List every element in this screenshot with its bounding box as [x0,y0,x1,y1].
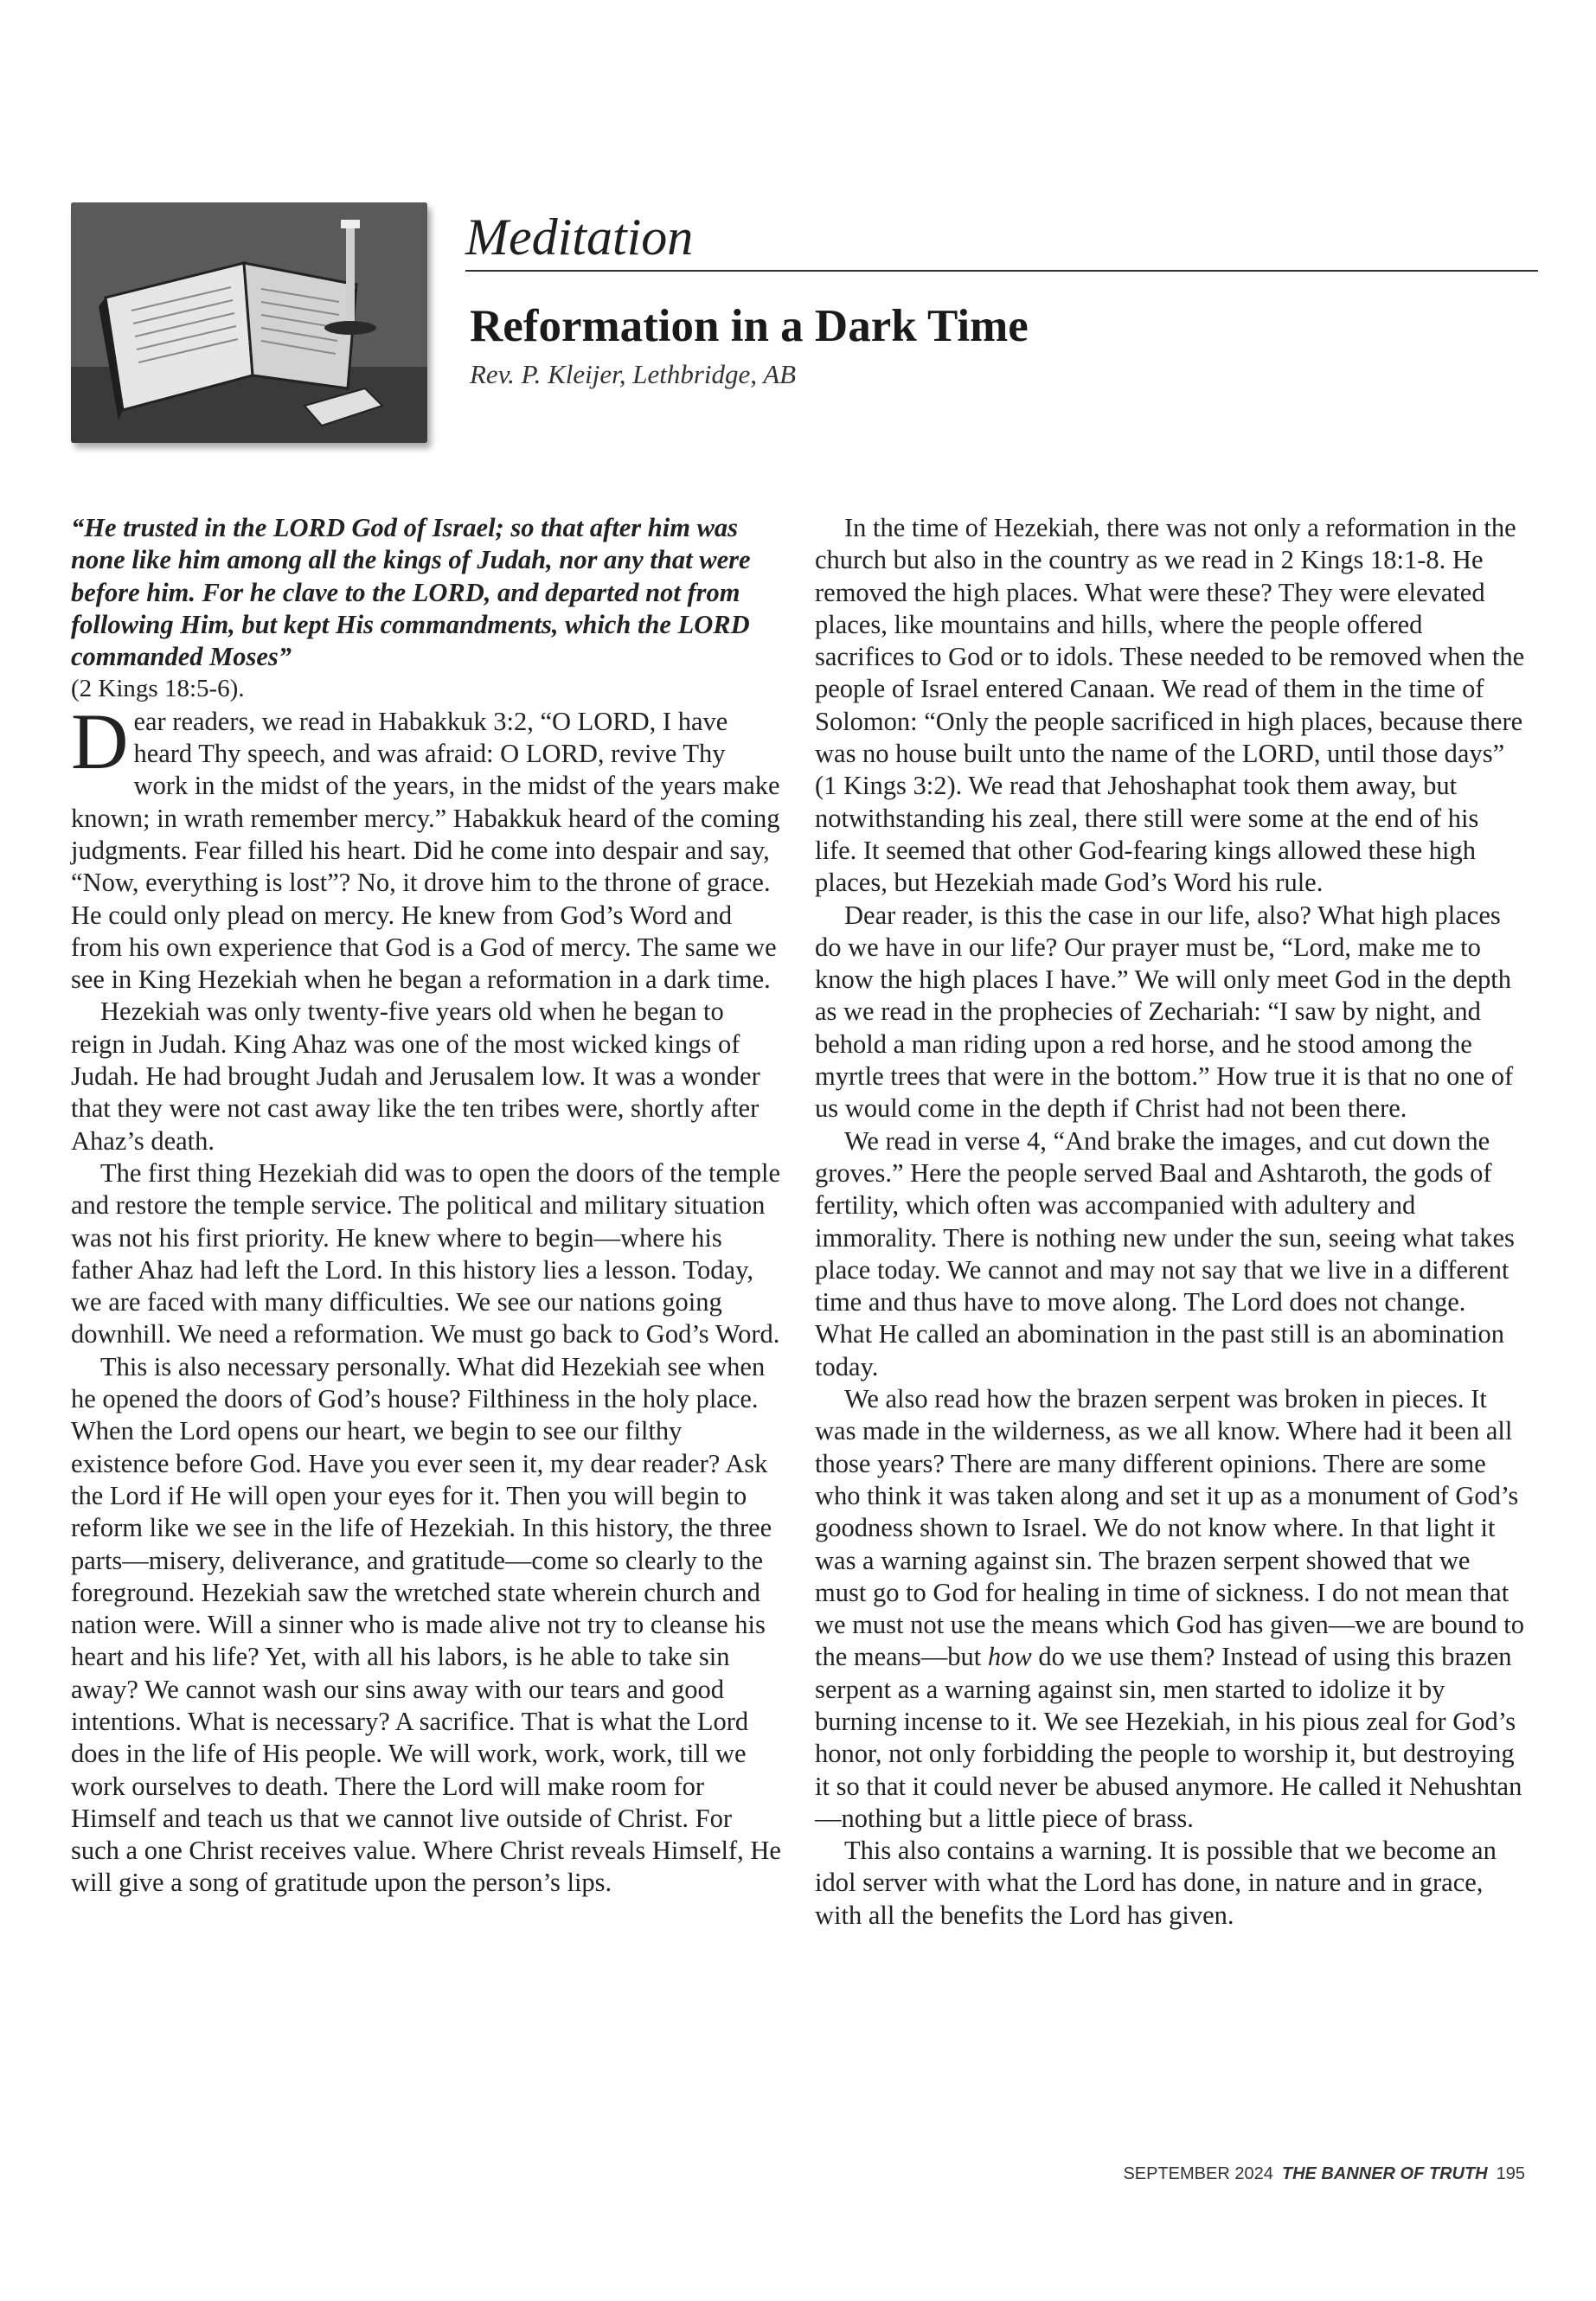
page-number: 195 [1496,2164,1525,2183]
body-paragraph: Hezekiah was only twenty-five years old when he began to reign in Judah. King Ahaz was one of the most wicked kings of Judah. He had brought Judah and Jerusalem low. It was a wonder that they were not cast away like the ten tribes were, shortly after Ahaz’s death. [71,997,760,1156]
paragraph-text: We also read how the brazen serpent was broken in pieces. It was made in the wilderness, as we all know. Where had it been all those years? There are many different opinions. There are some who think it was taken along and set it up as a monument of God’s goodness shown to Israel. We do not know where. In that light it was a warning against sin. The brazen serpent showed that we must go to God for healing in time of sickness. I do not mean that we must not use the means which God has given—we are bound to the means—but [815,1384,1524,1672]
paragraph-text: do we use them? Instead of using this brazen serpent as a warning against sin, men started to idolize it by burning incense to it. We see Hezekiah, in his pious zeal for God’s honor, not only forbidding the people to worship it, but destroying it so that it could never be abused anymore. He called it Nehushtan—nothing but a little piece of brass. [815,1642,1522,1833]
body-paragraph [71,696,782,997]
body-paragraph: This also contains a warning. It is possible that we become an idol server with what the Lord has done, in nature and in grace, with all the benefits the Lord has given. [815,1836,1497,1930]
article-author: Rev. P. Kleijer, Lethbridge, AB [470,359,797,389]
body-paragraph [815,1383,1526,1835]
body-paragraph: In the time of Hezekiah, there was not only a reformation in the church but also in the country as we read in 2 Kings 18:1-8. He removed the high places. What were these? They were elevated places, like mountains and hills, where the people offered sacrifices to God or to idols. These needed to be removed when the people of Israel entered Canaan. We read of them in the time of Solomon: “Only the people sacrificed in high places, because there was no house built unto the name of the LORD, until those days” (1 Kings 3:2). We read that Jehoshaphat took them away, but notwithstanding his zeal, there still were some at the end of his life. It seemed that other God-fearing kings allowed these high places, but Hezekiah made God’s Word his rule. [815,513,1525,898]
left-column [71,512,782,1900]
body-paragraph: The first thing Hezekiah did was to open the doors of the temple and restore the temple service. The political and military situation was not his first priority. He knew where to begin—where his father Ahaz had left the Lord. In this history lies a lesson. Today, we are faced with many difficulties. We see our nations going downhill. We need a reformation. We must go back to God’s Word. [71,1157,781,1349]
open-bible-illustration [71,202,427,443]
section-divider [465,270,1538,272]
footer-date: SEPTEMBER 2024 [1123,2164,1273,2183]
body-paragraph: We read in verse 4, “And brake the images, and cut down the groves.” Here the people served Baal and Ashtaroth, the gods of fertility, which often was accompanied with adultery and immorality. There is nothing new under the sun, seeing what takes place today. We cannot and may not say that we live in a different time and thus have to move along. The Lord does not change. What He called an abomination in the past still is an abomination today. [815,1125,1515,1381]
footer-publication: THE BANNER OF TRUTH [1281,2164,1488,2183]
section-label: Meditation [465,208,694,266]
page-footer [1123,2164,1525,2184]
right-column [815,512,1526,1932]
epigraph-quote: “He trusted in the LORD God of Israel; so that after him was none like him among all the kings of Judah, nor any that were before him. For he clave to the LORD, and departed not from following Him, but kept His commandments, which the LORD commanded Moses” [71,513,751,672]
body-paragraph: This is also necessary personally. What did Hezekiah see when he opened the doors of God’s house? Filthiness in the holy place. When the Lord opens our heart, we begin to see our filthy existence before God. Have you ever seen it, my dear reader? Ask the Lord if He will open your eyes for it. Then you will begin to reform like we see in the life of Hezekiah. In this history, the three parts—misery, deliverance, and gratitude—come so clearly to the foreground. Hezekiah saw the wretched state wherein church and nation were. Will a sinner who is made alive not try to cleanse his heart and his life? Yet, with all his labors, is he able to take sin away? We cannot wash our sins away with our tears and good intentions. What is necessary? A sacrifice. That is what the Lord does in the life of His people. We will work, work, work, till we work ourselves to death. There the Lord will make room for Himself and teach us that we cannot live outside of Christ. For such a one Christ receives value. Where Christ reveals Himself, He will give a song of gratitude upon the person’s lips. [71,1351,781,1898]
article-title: Reformation in a Dark Time [470,301,1029,351]
open-bible-photo [71,202,427,443]
emphasis-text: how [987,1642,1032,1672]
body-paragraph: Dear reader, is this the case in our life, also? What high places do we have in our life? Our prayer must be, “Lord, make me to know the high places I have.” We will only meet God in the depth as we read in the prophecies of Zechariah: “I saw by night, and behold a man riding upon a red horse, and he stood among the myrtle trees that were in the bottom.” How true it is that no one of us would come in the depth if Christ had not been there. [815,900,1514,1124]
paragraph-text: ear readers, we read in Habakkuk 3:2, “O LORD, I have heard Thy speech, and was afraid: O LORD, revive Thy work in the midst of the years, in the midst of the years make known; in wrath remember mercy.” Habakkuk heard of the coming judgments. Fear filled his heart. Did he come into despair and say, “Now, everything is lost”? No, it drove him to the throne of grace. He could only plead on mercy. He knew from God’s Word and from his own experience that God is a God of mercy. The same we see in King Hezekiah when he began a reformation in a dark time. [71,706,780,995]
epigraph-reference: (2 Kings 18:5-6). [71,675,245,703]
drop-cap: D [71,696,129,785]
